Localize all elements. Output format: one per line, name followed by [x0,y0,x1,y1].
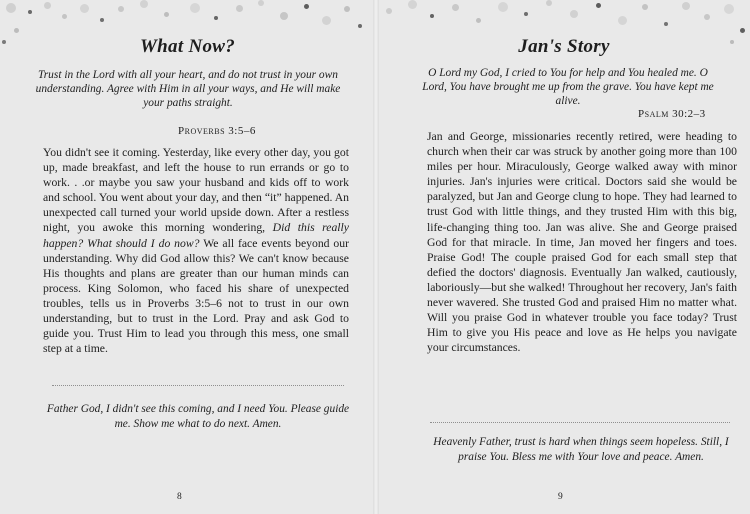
confetti-dot [546,0,552,6]
confetti-dot [704,14,710,20]
confetti-dot [740,28,745,33]
confetti-dot [164,12,169,17]
scripture-reference: Proverbs 3:5–6 [178,125,256,137]
confetti-dot [44,2,51,9]
dotted-divider [52,385,344,386]
confetti-dot [430,14,434,18]
confetti-dot [304,4,309,9]
page-heading: What Now? [139,36,236,57]
confetti-dot [140,0,148,8]
scripture-reference: Psalm 30:2–3 [638,108,706,120]
confetti-dot [118,6,124,12]
dotted-divider [430,422,730,423]
confetti-dot [80,4,89,13]
confetti-dot [642,4,648,10]
right-page [378,0,750,514]
confetti-dot [570,10,578,18]
confetti-dot [408,0,417,9]
body-italic-question: Did this really happen? What should I do now? [43,221,349,250]
confetti-dot [190,3,200,13]
confetti-dot [664,22,668,26]
confetti-dot [452,4,459,11]
confetti-dot [524,12,528,16]
confetti-dot [280,12,288,20]
confetti-dot [28,10,32,14]
confetti-dot [498,2,508,12]
confetti-dot [596,3,601,8]
page-number: 9 [558,492,563,502]
confetti-dot [724,4,734,14]
confetti-dot [258,0,264,6]
confetti-dot [236,5,243,12]
confetti-dot [62,14,67,19]
body-text-part: We all face events beyond our understanding. Why did God allow this? We can't know because His thoughts and plans are greater than our human minds can process. King Solomon, who faced his share of unexpected troubles, tells us in Proverbs 3:5–6 not to trust in our own understanding, but to trust in the Lord. Pray and ask God to guide you. Trust Him to lead you through this mess, one small step at a time. [43,236,349,356]
confetti-dot [476,18,481,23]
confetti-dot [214,16,218,20]
confetti-dot [682,2,690,10]
confetti-dot [14,28,19,33]
scripture-verse: O Lord my God, I cried to You for help and You healed me. O Lord, You have brought me up from the grave. You have kept me alive. [422,67,714,107]
confetti-dot [322,16,331,25]
confetti-dot [386,8,392,14]
story-body: Jan and George, missionaries recently retired, were heading to church when their car was struck by another going more than 100 miles per hour. Miraculously, George walked away with minor injuries. Jan's injuries were critical. Doctors said she would be paralyzed, but Jan and George clung to hope. They had learned to trust God with little things, and they trusted Him with this big, life-changing thing too. Jan was alive. She and George praised God for that miracle. In time, Jan moved her fingers and toes. Praise God! The couple praised God for each small step that defied the doctors' diagnosis. Eventually Jan walked, cautiously, laboriously—but she walked! Throughout her recovery, Jan's faith never wavered. She trusted God and praised Him no matter what. Will you praise God in whatever trouble you face today? Trust Him to give you His peace and love as He helps you navigate your circumstances. [427,130,737,355]
closing-prayer: Heavenly Father, trust is hard when things seem hopeless. Still, I praise You. Bless me with Your love and peace. Amen. [433,436,729,463]
closing-prayer: Father God, I didn't see this coming, and I need You. Please guide me. Show me what to do next. Amen. [46,403,350,430]
confetti-dot [344,6,350,12]
body-text-part: You didn't see it coming. Yesterday, like every other day, you got up, made breakfast, and left the house to run errands or go to work. . .or maybe you saw your husband and kids off to work and school. You went about your day, and then “it” happened. An unexpected call turned your world upside down. After a restless night, you awoke this morning wondering, [43,146,349,235]
confetti-dot [100,18,104,22]
confetti-dot [6,3,16,13]
confetti-dot [618,16,627,25]
page-heading: Jan's Story [518,36,610,57]
scripture-verse: Trust in the Lord with all your heart, and do not trust in your own understanding. Agree with Him in all your ways, and He will make your paths straight. [35,69,341,109]
devotional-body [43,145,349,356]
confetti-dot [358,24,362,28]
page-number: 8 [177,492,182,502]
